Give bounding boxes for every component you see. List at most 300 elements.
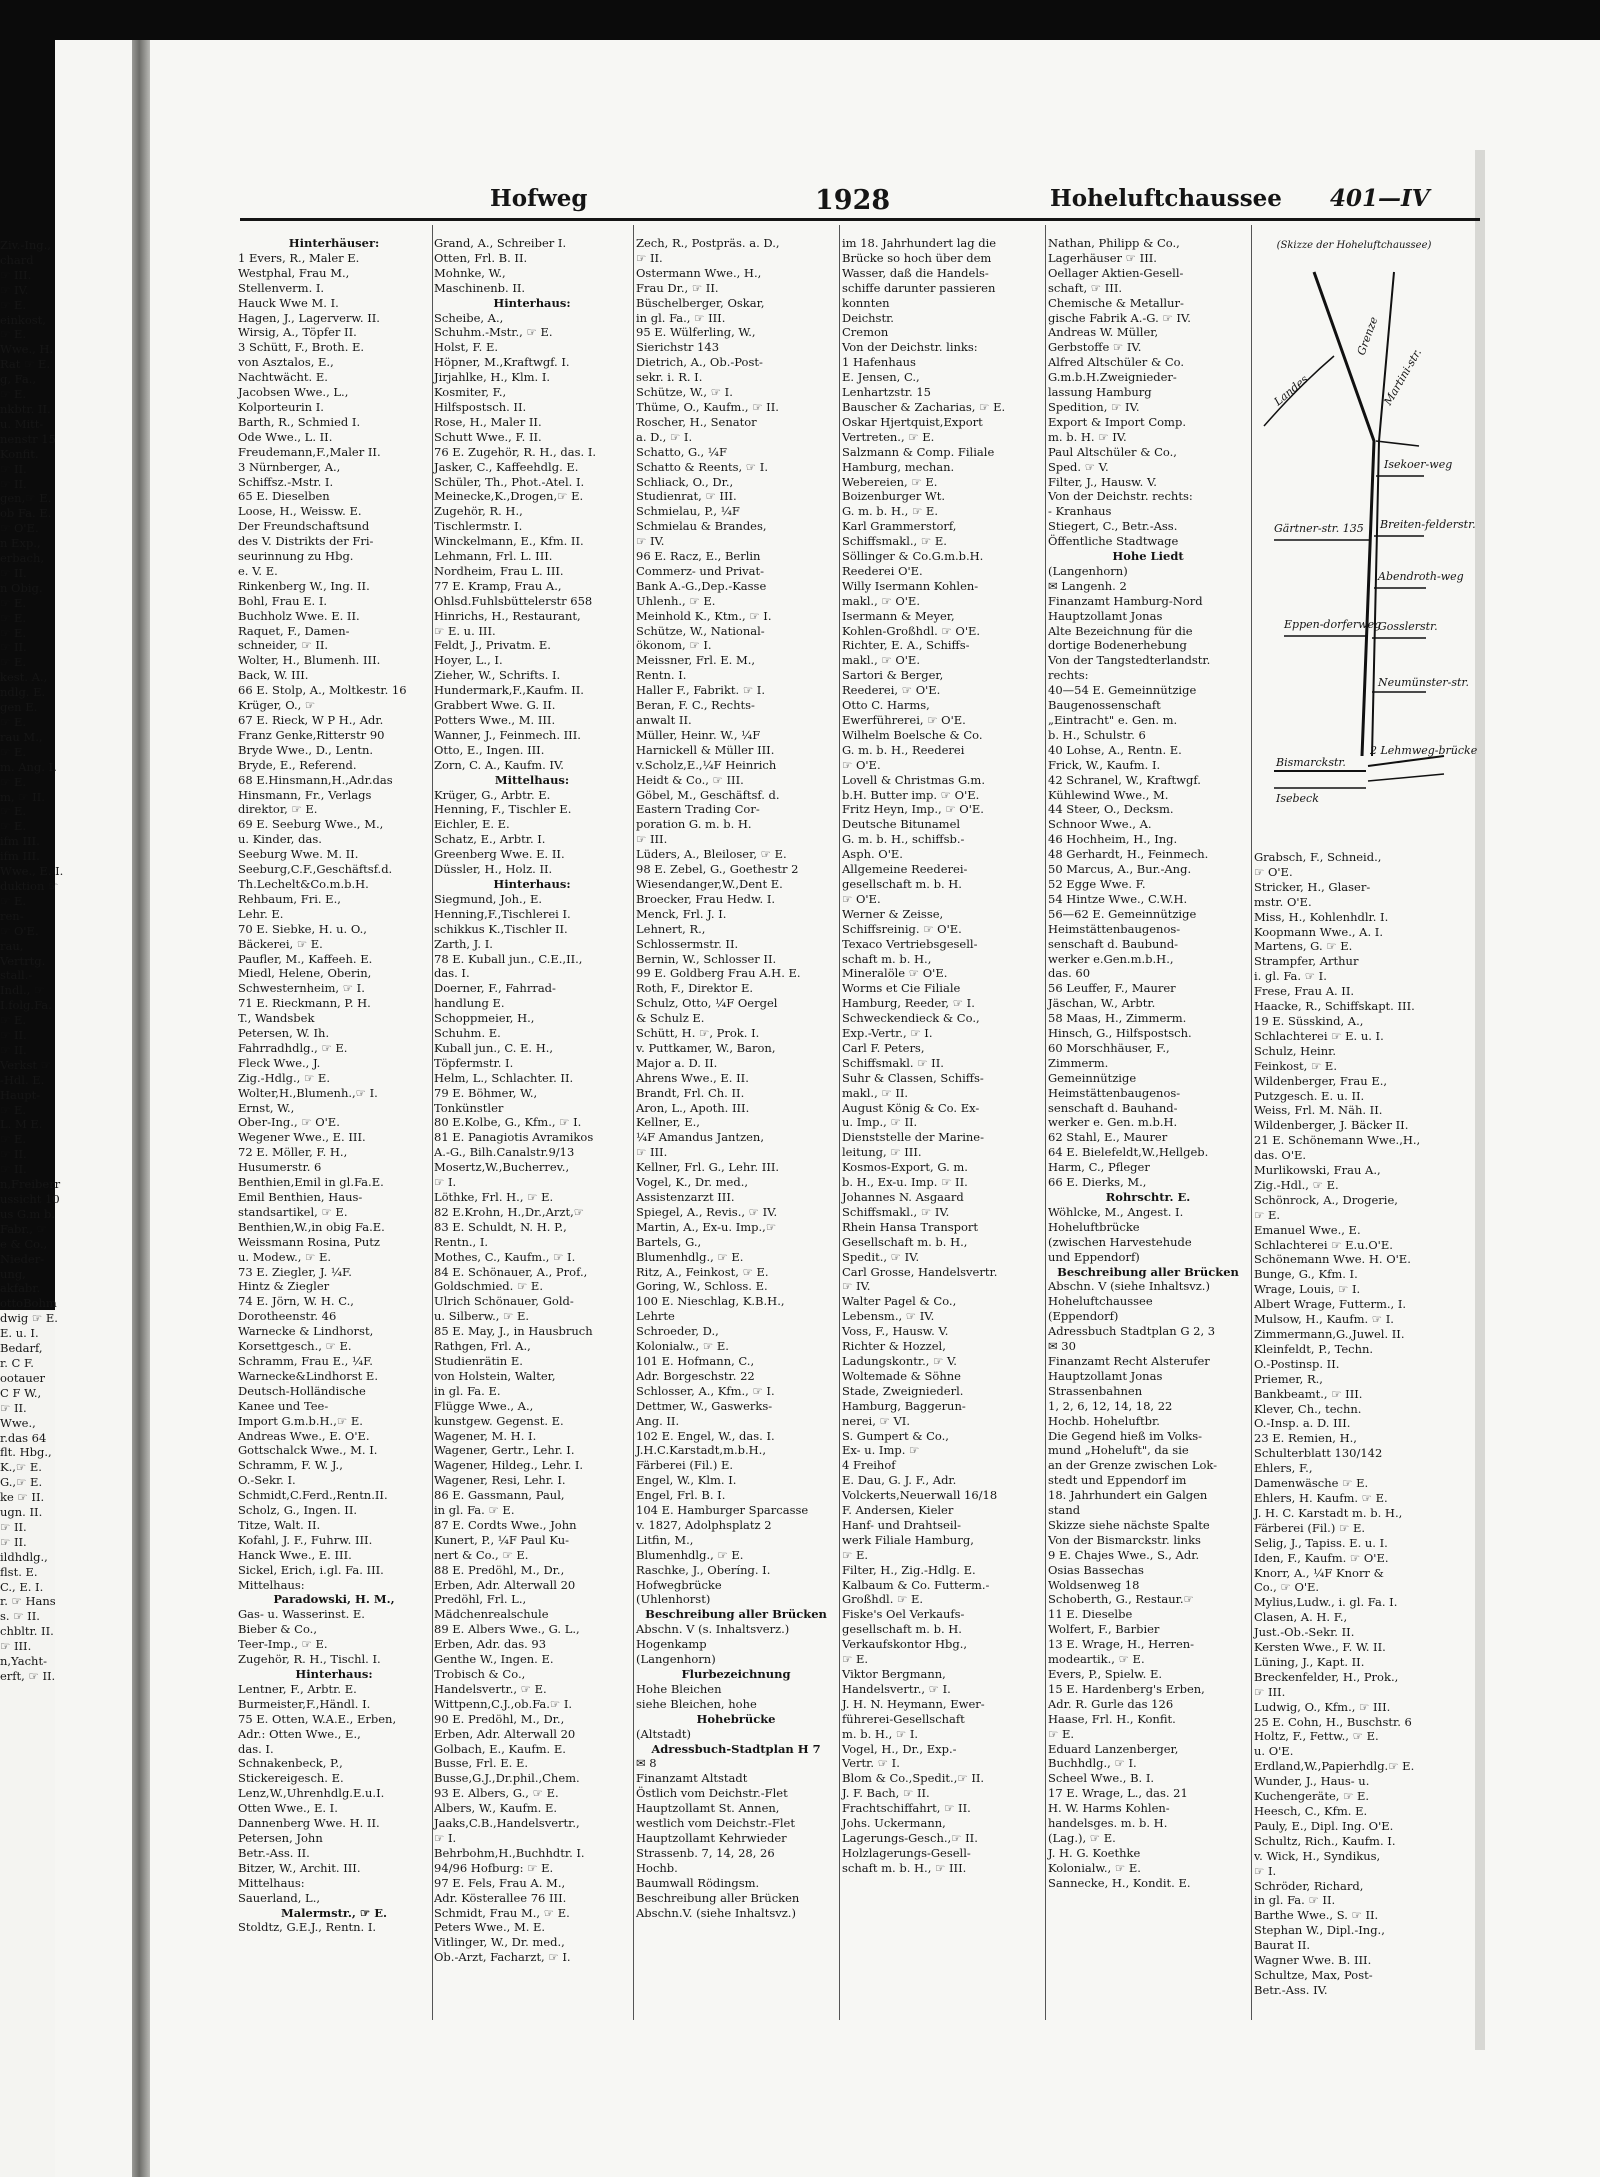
directory-line: anwalt II.: [636, 713, 692, 727]
directory-line: Nachtwächt. E.: [238, 370, 328, 385]
directory-line: Hintz & Ziegler: [238, 1279, 330, 1294]
directory-line: Mylius,Ludw., i. gl. Fa. I.: [1254, 1595, 1398, 1610]
directory-line: ☞ E.: [0, 744, 27, 759]
directory-line: ☞ IV.: [0, 282, 29, 297]
directory-line: O.-Insp. a. D. III.: [1254, 1416, 1351, 1431]
directory-line: 78 E. Kuball jun., C.E.,II.,: [434, 951, 583, 966]
directory-line: 94/96 Hofburg: ☞ E.: [434, 1860, 554, 1875]
directory-line: Hinsmann, Fr., Verlags: [238, 787, 372, 802]
directory-line: Peters Wwe., M. E.: [434, 1920, 546, 1935]
directory-line: Hohe Liedt: [1112, 549, 1184, 564]
directory-line: Hochb. Hoheluftbr.: [1048, 1413, 1160, 1428]
directory-line: Hauptzollamt Kehrwieder: [636, 1830, 787, 1845]
directory-line: Allgemeine Reederei-: [842, 862, 968, 877]
directory-line: ildhdlg.,: [0, 1549, 48, 1564]
directory-line: Sartori & Berger,: [842, 668, 944, 683]
directory-line: Indl., ☞: [0, 983, 45, 998]
directory-line: Rehbaum, Fri. E.,: [238, 891, 341, 906]
directory-line: ☞ II.: [0, 565, 27, 580]
directory-line: Roth, F., Direktor E.: [636, 981, 753, 996]
directory-line: ☞ III.: [0, 1639, 32, 1654]
directory-line: Koopmann Wwe., A. I.: [1254, 924, 1383, 939]
directory-line: Handelsvertr., ☞ E.: [434, 1681, 547, 1696]
directory-line: Ober-Ing., ☞ O'E.: [238, 1115, 340, 1130]
directory-line: ☞ II.: [0, 1147, 27, 1162]
directory-line: siehe Bleichen, hohe: [636, 1696, 757, 1711]
directory-line: Grabbert Wwe. G. II.: [434, 698, 556, 713]
directory-line: Asph. O'E.: [842, 847, 903, 862]
directory-line: Bauscher & Zacharias, ☞ E.: [842, 399, 1006, 414]
directory-line: makl., ☞ O'E.: [842, 653, 920, 668]
directory-line: Kalbaum & Co. Futterm.-: [842, 1577, 990, 1592]
directory-line: Sierichstr 143: [636, 340, 720, 355]
directory-line: Großhdl. ☞ E.: [842, 1592, 924, 1607]
directory-line: Woltemade & Söhne: [842, 1368, 961, 1383]
directory-line: Hofwegbrücke: [636, 1577, 722, 1592]
directory-line: Henning,F.,Tischlerei I.: [434, 906, 571, 921]
directory-line: Dettmer, W., Gaswerks-: [636, 1398, 773, 1413]
directory-line: Dannenberg Wwe. H. II.: [238, 1816, 380, 1831]
directory-line: nenstr 15: [0, 431, 56, 446]
directory-line: Schweckendieck & Co.,: [842, 1011, 980, 1026]
directory-line: Harnickell & Müller III.: [636, 742, 775, 757]
directory-line: Erben, Adr. das. 93: [434, 1637, 547, 1652]
directory-line: u. Silberw., ☞ E.: [434, 1309, 530, 1324]
directory-line: 96 E. Racz, E., Berlin: [636, 549, 761, 564]
directory-line: ☞ O'E.: [842, 891, 881, 906]
directory-line: Göbel, M., Geschäftsf. d.: [636, 787, 780, 802]
directory-line: Putzgesch. E. u. II.: [1254, 1088, 1365, 1103]
directory-line: 74 E. Jörn, W. H. C.,: [238, 1294, 354, 1309]
directory-line: Loose, H., Weissw. E.: [238, 504, 362, 519]
directory-line: Färberei (Fil.) ☞ E.: [1254, 1520, 1365, 1535]
directory-line: Ziv.-Ing.,: [0, 238, 51, 252]
directory-line: Bohl, Frau E. I.: [238, 593, 328, 608]
directory-line: ☞ E.: [0, 625, 27, 640]
directory-line: 25 E. Cohn, H., Buschstr. 6: [1254, 1714, 1412, 1729]
directory-line: akfabr.: [0, 1281, 41, 1296]
directory-line: schaft m. b. H.,: [842, 951, 932, 966]
directory-line: Volckerts,Neuerwall 16/18: [842, 1488, 998, 1503]
directory-line: Karl Grammerstorf,: [842, 519, 957, 534]
directory-line: v. 1827, Adolphsplatz 2: [636, 1517, 772, 1532]
directory-line: Heesch, C., Kfm. E.: [1254, 1804, 1368, 1818]
directory-line: Back, W. III.: [238, 668, 309, 683]
directory-line: Otto, E., Ingen. III.: [434, 742, 545, 757]
directory-line: von Asztalos, E.,: [238, 355, 334, 370]
directory-line: Lagerhäuser ☞ III.: [1048, 250, 1157, 265]
header-rule: [240, 218, 1480, 221]
directory-line: von Holstein, Walter,: [434, 1368, 556, 1383]
directory-line: Co., ☞ O'E.: [1254, 1580, 1320, 1595]
directory-line: Wagener, Gertr., Lehr. I.: [434, 1443, 575, 1458]
column-rule: [633, 225, 634, 2020]
directory-line: Schiffsmakl., ☞ E.: [842, 534, 947, 549]
directory-line: ☞ E.: [0, 774, 27, 789]
directory-line: ifm III.: [0, 834, 40, 849]
directory-line: Woldsenweg 18: [1048, 1577, 1140, 1592]
directory-line: Kuchengeräte, ☞ E.: [1254, 1789, 1370, 1804]
directory-line: Nathan, Philipp & Co.,: [1048, 236, 1180, 250]
directory-line: 1 Hafenhaus: [842, 355, 916, 370]
sketch-label: Grenze: [1354, 315, 1381, 358]
directory-line: makl., ☞ II.: [842, 1085, 909, 1100]
directory-line: Abschn. V (s. Inhaltsverz.): [636, 1622, 790, 1637]
directory-line: Rentn. I.: [636, 668, 687, 683]
directory-line: 90 E. Predöhl, M., Dr.,: [434, 1711, 565, 1726]
directory-line: 60 Morschhäuser, F.,: [1048, 1040, 1170, 1055]
directory-line: Warnecke&Lindhorst E.: [238, 1368, 378, 1383]
directory-line: Rat ☞ E.: [0, 357, 51, 372]
directory-line: 70 E. Siebke, H. u. O.,: [238, 921, 367, 936]
directory-line: Ostermann Wwe., H.,: [636, 265, 762, 280]
directory-line: Jasker, C., Kaffeehdlg. E.: [434, 459, 579, 474]
directory-line: Korsettgesch., ☞ E.: [238, 1339, 352, 1354]
directory-line: Betr.-Ass. II.: [238, 1845, 310, 1860]
directory-line: Hamburg, Baggerun-: [842, 1398, 966, 1413]
directory-line: schiffe darunter passieren: [842, 280, 996, 295]
directory-line: Studienrat, ☞ III.: [636, 489, 737, 504]
directory-line: poration G. m. b. H.: [636, 817, 752, 832]
directory-line: Lovell & Christmas G.m.: [842, 772, 985, 787]
directory-line: G.m.b.H.Zweignieder-: [1048, 370, 1177, 385]
directory-line: Menck, Frl. J. I.: [636, 906, 727, 921]
directory-line: Büschelberger, Oskar,: [636, 295, 765, 310]
directory-line: dwig ☞ E.: [0, 1311, 58, 1326]
directory-line: Weissmann Rosina, Putz: [238, 1234, 380, 1249]
directory-line: Lüning, J., Kapt. II.: [1254, 1654, 1365, 1669]
directory-line: August König & Co. Ex-: [842, 1100, 980, 1115]
directory-line: Handelsvertr., ☞ I.: [842, 1681, 951, 1696]
directory-line: Meinhold K., Ktm., ☞ I.: [636, 608, 772, 623]
directory-line: Abschn.V. (siehe Inhaltsvz.): [636, 1905, 796, 1920]
directory-line: 72 E. Möller, F. H.,: [238, 1145, 348, 1160]
directory-line: Mittelhaus:: [494, 772, 570, 787]
directory-line: Raquet, F., Damen-: [238, 623, 350, 638]
directory-line: S. Gumpert & Co.,: [842, 1428, 949, 1443]
directory-line: E. Jensen, C.,: [842, 370, 920, 385]
directory-line: Schulz, Heinr.: [1254, 1043, 1336, 1058]
column-rule: [432, 225, 433, 2020]
directory-line: Potters Wwe., M. III.: [434, 713, 556, 727]
directory-line: Eduard Lanzenberger,: [1048, 1741, 1179, 1756]
directory-line: Schröder, Richard,: [1254, 1878, 1364, 1893]
directory-line: Roscher, H., Senator: [636, 414, 757, 429]
directory-line: ☞ E.: [0, 819, 27, 834]
directory-line: s. ☞ II.: [0, 1609, 40, 1624]
directory-line: Baugenossenschaft: [1048, 698, 1161, 713]
directory-line: ☞ E.: [842, 1547, 869, 1562]
directory-line: Zugehör, R. H.,: [434, 504, 523, 519]
directory-line: Richter & Hozzel,: [842, 1339, 946, 1354]
directory-line: gische Fabrik A.-G. ☞ IV.: [1048, 310, 1191, 325]
directory-line: Ernst, W.,: [238, 1100, 295, 1115]
directory-line: Schultz, Rich., Kaufm. I.: [1254, 1833, 1396, 1848]
directory-line: Schütze, W., ☞ I.: [636, 385, 733, 400]
directory-line: Predöhl, Frl. L.,: [434, 1592, 527, 1607]
directory-line: 95 E. Wülferling, W.,: [636, 325, 756, 340]
directory-line: m. b. H., ☞ I.: [842, 1726, 919, 1741]
directory-line: Barth, R., Schmied I.: [238, 414, 361, 429]
directory-line: Kühlewind Wwe., M.: [1048, 787, 1169, 802]
directory-line: Kolonialw., ☞ E.: [1048, 1860, 1141, 1875]
directory-line: ☞ I.: [434, 1175, 457, 1190]
directory-line: b. H., Schulstr. 6: [1048, 727, 1146, 742]
directory-line: ✉ 30: [1048, 1339, 1076, 1354]
sketch-label: Landes: [1271, 372, 1311, 409]
directory-line: Schiffsz.-Mstr. I.: [238, 474, 334, 489]
directory-line: Scheibe, A.,: [434, 310, 504, 325]
directory-line: Pauly, E., Dipl. Ing. O'E.: [1254, 1818, 1394, 1833]
directory-column-4: [842, 236, 1042, 1876]
directory-line: Evers, P., Spielw. E.: [1048, 1667, 1163, 1681]
directory-line: ke ☞ II.: [0, 1490, 45, 1505]
directory-line: Wwe., E. I.: [0, 864, 64, 879]
directory-line: m, ☞ II.: [0, 789, 45, 804]
directory-line: das. O'E.: [1254, 1148, 1307, 1163]
directory-line: Import G.m.b.H.,☞ E.: [238, 1413, 363, 1428]
directory-line: Zimmermann,G.,Juwel. II.: [1254, 1327, 1405, 1341]
directory-line: 68 E.Hinsmann,H.,Adr.das: [238, 772, 393, 787]
directory-line: Schoppmeier, H.,: [434, 1011, 535, 1026]
directory-line: Baumwall Rödingsm.: [636, 1875, 760, 1890]
directory-line: Jäschan, W., Arbtr.: [1048, 996, 1156, 1011]
directory-line: Wanner, J., Feinmech. III.: [434, 727, 581, 742]
directory-line: Finanzamt Recht Alsterufer: [1048, 1353, 1210, 1368]
directory-line: J.H.C.Karstadt,m.b.H.,: [636, 1443, 766, 1458]
directory-line: Schliack, O., Dr.,: [636, 474, 734, 489]
directory-line: Major a. D. II.: [636, 1055, 718, 1070]
directory-line: Albers, W., Kaufm. E.: [434, 1801, 558, 1816]
directory-line: Engel, W., Klm. I.: [636, 1473, 737, 1488]
directory-line: Stoldtz, G.E.J., Rentn. I.: [238, 1920, 377, 1935]
directory-line: G. m. b. H., Reederei: [842, 742, 965, 757]
directory-line: Hauptzollamt St. Annen,: [636, 1801, 780, 1816]
directory-line: in gl. Fa. E.: [434, 1383, 501, 1398]
directory-line: Stickereigesch. E.: [238, 1771, 344, 1786]
directory-line: handelsges. m. b. H.: [1048, 1816, 1168, 1831]
directory-line: (Lag.), ☞ E.: [1048, 1830, 1116, 1845]
directory-line: Blumenhdlg., ☞ E.: [636, 1547, 744, 1562]
directory-line: Bank A.-G.,Dep.-Kasse: [636, 578, 767, 593]
directory-line: 82 E.Krohn, H.,Dr.,Arzt,☞: [434, 1204, 585, 1219]
directory-line: ☞ II.: [0, 1400, 27, 1415]
sketch-label: Isebeck: [1276, 792, 1319, 805]
directory-line: Beschreibung aller Brücken: [645, 1607, 827, 1622]
directory-line: Schmidt, Frau M., ☞ E.: [434, 1905, 570, 1920]
directory-line: das. I.: [434, 966, 470, 981]
directory-line: Hamburg, Reeder, ☞ I.: [842, 996, 975, 1011]
directory-line: Litfin, M.,: [636, 1532, 694, 1547]
directory-line: 66 E. Dierks, M.,: [1048, 1175, 1147, 1190]
directory-line: u. Modew., ☞ E.: [238, 1249, 332, 1264]
directory-line: Meissner, Frl. E. M.,: [636, 653, 756, 668]
directory-line: Baurat II.: [1254, 1938, 1311, 1953]
directory-line: 40 Lohse, A., Rentn. E.: [1048, 742, 1182, 757]
directory-line: r.das 64: [0, 1430, 47, 1445]
directory-line: 81 E. Panagiotis Avramikos: [434, 1130, 594, 1145]
directory-line: Ode Wwe., L. II.: [238, 429, 333, 444]
sketch-title: (Skizze der Hoheluftchaussee): [1276, 240, 1432, 251]
directory-line: r. C F.: [0, 1355, 34, 1370]
directory-line: Schramm, F. W. J.,: [238, 1458, 343, 1473]
directory-line: Von der Bismarckstr. links: [1048, 1532, 1201, 1547]
directory-line: Hinterhaus:: [493, 876, 571, 891]
directory-line: Fleck Wwe., J.: [238, 1055, 321, 1070]
directory-line: Bäckerei, ☞ E.: [238, 936, 323, 951]
directory-line: Lehnert, R.,: [636, 921, 706, 936]
directory-line: und Eppendorf): [1048, 1249, 1140, 1264]
directory-line: (zwischen Harvestehude: [1048, 1234, 1192, 1249]
directory-line: dortige Bodenerhebung: [1048, 638, 1187, 653]
directory-line: Abschn. V (siehe Inhaltsvz.): [1048, 1279, 1210, 1294]
directory-line: führerei-Gesellschaft: [842, 1711, 965, 1726]
directory-line: 1 Evers, R., Maler E.: [238, 250, 360, 265]
directory-line: Franz Genke,Ritterstr 90: [238, 727, 385, 742]
directory-line: 18. Jahrhundert ein Galgen: [1048, 1488, 1208, 1503]
sketch-label: Bismarckstr.: [1276, 756, 1346, 769]
directory-line: Schnakenbeck, P.,: [238, 1756, 343, 1771]
directory-line: 101 E. Hofmann, C.,: [636, 1353, 755, 1368]
directory-line: Meinecke,K.,Drogen,☞ E.: [434, 489, 584, 504]
directory-line: Bryde, E., Referend.: [238, 757, 357, 772]
directory-line: Dienststelle der Marine-: [842, 1130, 985, 1145]
directory-line: einkost,: [0, 312, 46, 327]
directory-line: Teer-Imp., ☞ E.: [238, 1637, 328, 1652]
directory-line: 77 E. Kramp, Frau A.,: [434, 578, 562, 593]
directory-line: Goldschmied. ☞ E.: [434, 1279, 543, 1294]
directory-line: Bieber & Co.,: [238, 1622, 317, 1637]
directory-line: das. 60: [1048, 966, 1091, 981]
directory-line: Deutsch-Holländische: [238, 1383, 366, 1398]
directory-line: Schmielau & Brandes,: [636, 519, 767, 534]
directory-line: Chemische & Metallur-: [1048, 295, 1184, 310]
directory-line: ☞ E.: [0, 610, 27, 625]
directory-line: ☞ E.: [842, 1652, 869, 1667]
directory-line: Walter Pagel & Co.,: [842, 1294, 957, 1309]
directory-line: Töpfermstr. I.: [434, 1055, 514, 1070]
directory-line: Dietrich, A., Ob.-Post-: [636, 355, 763, 370]
directory-line: ☞ E.: [0, 327, 27, 342]
directory-line: 9 E. Chajes Wwe., S., Adr.: [1048, 1547, 1200, 1562]
directory-line: & Schulz E.: [636, 1011, 705, 1026]
directory-line: Erben, Adr. Alterwall 20: [434, 1726, 576, 1741]
directory-line: ☞ E. u. III.: [434, 623, 496, 638]
directory-line: v.Scholz,E.,¼F Heinrich: [636, 757, 777, 772]
directory-line: Andreas W. Müller,: [1048, 325, 1159, 340]
directory-line: 1, 2, 6, 12, 14, 18, 22: [1048, 1398, 1173, 1413]
directory-line: Westphal, Frau M.,: [238, 265, 350, 280]
directory-line: Adr. Kösterallee 76 III.: [434, 1890, 567, 1905]
directory-line: Schlosser, A., Kfm., ☞ I.: [636, 1383, 775, 1398]
directory-line: kest. A.,: [0, 670, 48, 685]
directory-line: 75 E. Otten, W.A.E., Erben,: [238, 1711, 397, 1726]
directory-line: 73 E. Ziegler, J. ¼F.: [238, 1264, 352, 1279]
directory-line: Wildenberger, Frau E.,: [1254, 1073, 1388, 1088]
directory-line: Zig.-Hdlg., ☞ E.: [238, 1070, 330, 1085]
directory-line: rau M.,: [0, 729, 43, 744]
directory-line: Wrage, Louis, ☞ I.: [1254, 1282, 1361, 1297]
directory-line: Zieher, W., Schrifts. I.: [434, 668, 561, 683]
directory-line: konnten: [842, 295, 890, 310]
directory-line: ☞ O'E.: [1254, 864, 1293, 879]
directory-line: Östlich vom Deichstr.-Flet: [636, 1786, 788, 1801]
directory-line: Paufler, M., Kaffeeh. E.: [238, 951, 373, 966]
directory-line: ☞ II.: [0, 1162, 27, 1177]
directory-line: Deutsche Bitunamel: [842, 817, 961, 832]
directory-line: westlich vom Deichstr.-Flet: [636, 1816, 795, 1831]
directory-line: Mulsow, H., Kaufm. ☞ I.: [1254, 1312, 1394, 1327]
directory-line: Thüme, O., Kaufm., ☞ II.: [636, 399, 779, 414]
directory-line: Ob.-Arzt, Facharzt, ☞ I.: [434, 1950, 571, 1965]
directory-line: 50 Marcus, A., Bur.-Ang.: [1048, 862, 1192, 877]
directory-line: n Exp.,: [0, 536, 41, 551]
directory-line: Zorn, C. A., Kaufm. IV.: [434, 757, 564, 772]
directory-line: ☞ II.: [0, 1519, 27, 1534]
directory-line: 76 E. Zugehör, R. H., das. I.: [434, 444, 597, 459]
directory-line: Otten Wwe., E. I.: [238, 1801, 338, 1816]
directory-line: a. D., ☞ I.: [636, 429, 693, 444]
directory-line: Tischlermstr. I.: [434, 519, 523, 534]
directory-line: 87 E. Cordts Wwe., John: [434, 1517, 577, 1532]
directory-line: u. O'E.: [1254, 1744, 1294, 1759]
directory-line: Schwesternheim, ☞ I.: [238, 981, 365, 996]
directory-line: Blumenhdlg., ☞ E.: [636, 1249, 744, 1264]
directory-line: Viktor Bergmann,: [842, 1667, 946, 1681]
directory-line: Ehlers, H. Kaufm. ☞ E.: [1254, 1490, 1388, 1505]
directory-line: Grand, A., Schreiber I.: [434, 236, 567, 250]
directory-line: des V. Distrikts der Fri-: [238, 534, 374, 549]
directory-line: 99 E. Goldberg Frau A.H. E.: [636, 966, 801, 981]
directory-line: J. H. C. Karstadt m. b. H.,: [1254, 1505, 1403, 1520]
directory-line: ☞ III.: [636, 1145, 668, 1160]
sketch-label: Gosslerstr.: [1378, 620, 1438, 633]
directory-line: senschaft d. Bauhand-: [1048, 1100, 1178, 1115]
directory-line: Isermann & Meyer,: [842, 608, 955, 623]
directory-line: Sauerland, L.,: [238, 1890, 321, 1905]
directory-line: - Kranhaus: [1048, 504, 1112, 519]
directory-line: Beschreibung aller Brücken: [636, 1890, 800, 1905]
directory-line: Scheel Wwe., B. I.: [1048, 1771, 1155, 1786]
directory-line: Sped. ☞ V.: [1048, 459, 1109, 474]
directory-line: Erben, Adr. Alterwall 20: [434, 1577, 576, 1592]
directory-line: duktion ☞: [0, 878, 59, 893]
directory-line: Schmielau, P., ¼F: [636, 504, 740, 519]
directory-line: Schiffsmakl., ☞ IV.: [842, 1204, 950, 1219]
directory-line: Carl Grosse, Handelsvertr.: [842, 1264, 998, 1279]
directory-line: Uhlenh., ☞ E.: [636, 593, 716, 608]
directory-line: Trobisch & Co.,: [434, 1667, 526, 1681]
directory-line: Haase, Frl. H., Konfit.: [1048, 1711, 1176, 1726]
directory-line: m. Ang. I.: [0, 759, 57, 774]
directory-line: Otten, Frl. B. II.: [434, 250, 528, 265]
directory-line: Hanf- und Drahtseil-: [842, 1517, 962, 1532]
directory-line: Wagener, Hildeg., Lehr. I.: [434, 1458, 584, 1473]
directory-line: Vertrtg.: [0, 953, 46, 968]
directory-line: standsartikel, ☞ E.: [238, 1204, 348, 1219]
directory-line: (Uhlenhorst): [636, 1592, 711, 1607]
directory-line: ☞ IV.: [842, 1279, 871, 1294]
directory-line: Zarth, J. I.: [434, 936, 493, 951]
directory-line: E. u. I.: [0, 1326, 39, 1341]
directory-line: ☞ II.: [0, 476, 27, 491]
directory-line: Strampfer, Arthur: [1254, 954, 1359, 969]
directory-line: Burmeister,F.,Händl. I.: [238, 1696, 371, 1711]
directory-line: Wwe.,: [0, 1415, 36, 1430]
directory-line: Strassenbahnen: [1048, 1383, 1143, 1398]
directory-line: Hinsch, G., Hilfspostsch.: [1048, 1026, 1192, 1041]
directory-line: ☞ II.: [0, 1534, 27, 1549]
